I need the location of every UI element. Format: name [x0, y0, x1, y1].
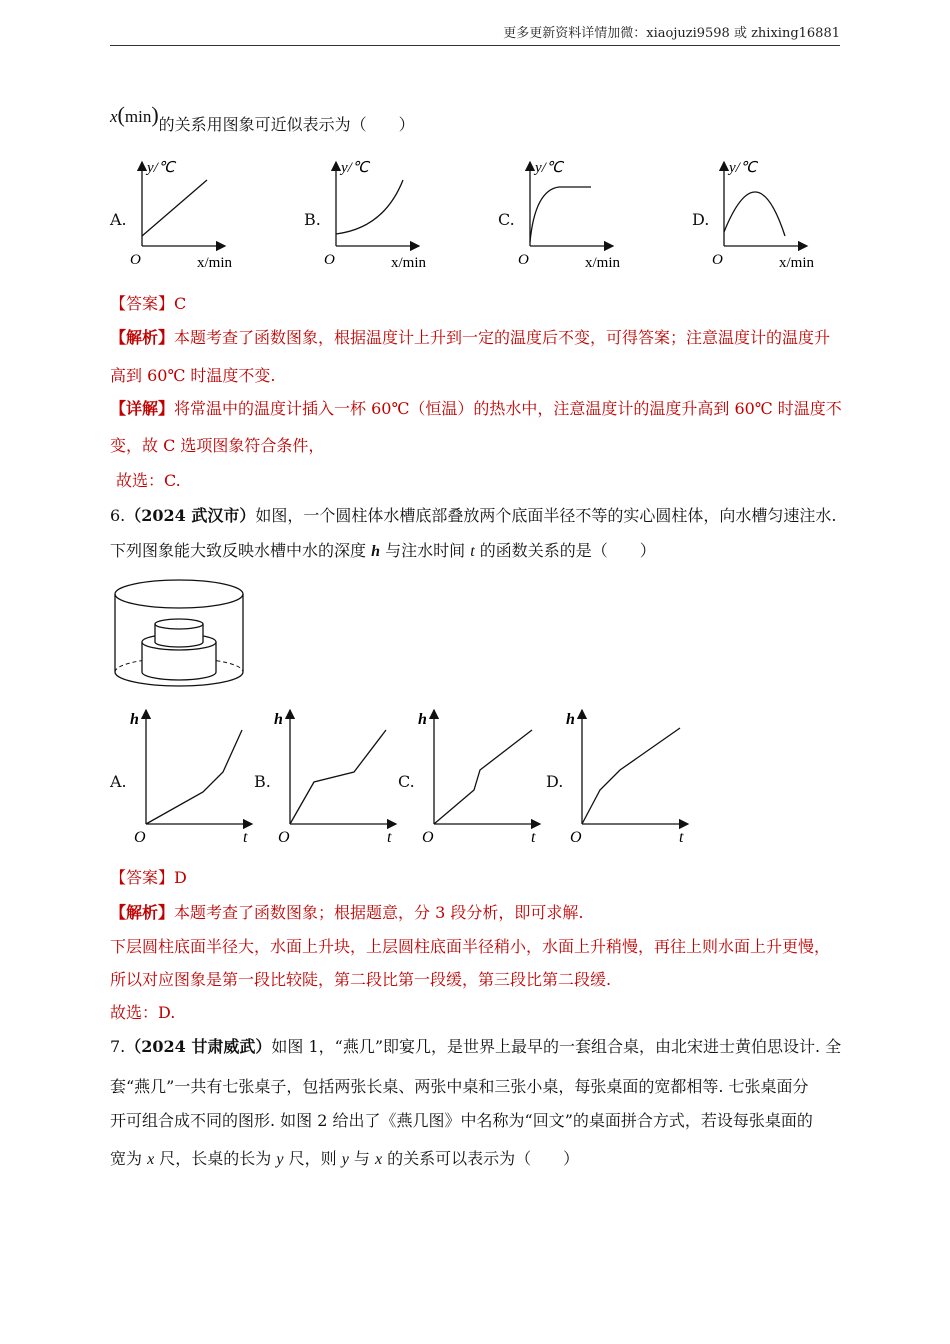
q6-y-label-d: h [566, 711, 575, 728]
q6-cylinder-figure [108, 574, 253, 699]
q5-y-label-c: y/℃ [535, 160, 563, 176]
q6-curve-a [146, 730, 242, 824]
q5-graph-c [513, 150, 643, 275]
q6-curve-c [434, 730, 532, 824]
q6-y-label-b: h [274, 711, 283, 728]
q5-graph-d [707, 150, 837, 275]
q6-y-label-c: h [418, 711, 427, 728]
q6-detail-line-1: 下层圆柱底面半径大，水面上升块，上层圆柱底面半径稍小，水面上升稍慢，再往上则水面上升更慢， [110, 937, 831, 956]
q5-graph-b [319, 150, 449, 275]
q5-analysis-line-2: 高到 60℃ 时温度不变. [110, 366, 276, 385]
q7-var-x: x [147, 1151, 155, 1168]
q6-stem-line-1 [110, 505, 845, 527]
q6-stem-line-2: 下列图象能大致反映水槽中水的深度 h 与注水时间 t 的函数关系的是（ ） [110, 541, 656, 560]
q5-curve-d [724, 192, 785, 236]
q5-option-a[interactable]: A. [110, 210, 127, 229]
q5-x-label-a: x/min [197, 255, 233, 271]
q5-stem: x(min)的关系用图象可近似表示为（ ） [110, 102, 415, 134]
q5-analysis-line-1 [110, 327, 845, 349]
q5-x-label-d: x/min [779, 255, 815, 271]
q5-origin-d: O [712, 252, 723, 268]
page-header: 更多更新资料详情加微：xiaojuzi9598 或 zhixing16881 [110, 22, 840, 46]
q6-number: 6. [110, 506, 126, 525]
q6-graph-d [564, 702, 696, 847]
q5-curve-b [336, 180, 403, 234]
q5-option-b[interactable]: B. [304, 210, 321, 229]
q5-detail-line-2: 变，故 C 选项图象符合条件， [110, 436, 325, 455]
q6-origin-d: O [570, 829, 582, 846]
q5-origin-b: O [324, 252, 335, 268]
q6-graph-c [416, 702, 548, 847]
q6-stem-text-1: 如图，一个圆柱体水槽底部叠放两个底面半径不等的实心圆柱体，向水槽匀速注水. [255, 506, 837, 525]
q5-y-label-a: y/℃ [147, 160, 175, 176]
q7-line-3: 开可组合成不同的图形. 如图 2 给出了《燕几图》中名称为“回文”的桌面拼合方式，若设每张桌面的 [110, 1111, 813, 1130]
q6-x-label-d: t [679, 829, 684, 846]
q5-conclusion: 故选：C. [116, 471, 181, 490]
q5-answer: 【答案】C [110, 294, 187, 313]
q5-analysis-text-1: 本题考查了函数图象，根据温度计上升到一定的温度后不变，可得答案；注意温度计的温度升 [174, 328, 831, 347]
q6-option-d[interactable]: D. [546, 772, 564, 791]
q5-detail-tag: 【详解】 [110, 399, 175, 418]
q6-graph-b [272, 702, 404, 847]
q6-graph-a [128, 702, 260, 847]
q5-analysis-tag: 【解析】 [110, 328, 175, 347]
q6-x-label-a: t [243, 829, 248, 846]
q5-y-label-d: y/℃ [729, 160, 757, 176]
q6-analysis-text-1: 本题考查了函数图象；根据题意，分 3 段分析，即可求解. [174, 903, 584, 922]
q5-detail-text-1: 将常温中的温度计插入一杯 60℃（恒温）的热水中，注意温度计的温度升高到 60℃ 时温度不 [174, 399, 842, 418]
q6-answer: 【答案】D [110, 868, 187, 887]
q5-stem-unit: min [124, 107, 152, 126]
q6-analysis-tag: 【解析】 [110, 903, 175, 922]
q6-detail-line-2: 所以对应图象是第一段比较陡，第二段比第一段缓，第三段比第二段缓. [110, 970, 612, 989]
q5-x-label-b: x/min [391, 255, 427, 271]
q7-var-y: y [276, 1151, 284, 1168]
q6-var-t: t [470, 543, 475, 560]
q5-stem-text: 的关系用图象可近似表示为（ ） [158, 115, 415, 134]
q6-conclusion: 故选：D. [110, 1003, 176, 1022]
q5-curve-a [142, 180, 207, 236]
q5-x-label-c: x/min [585, 255, 621, 271]
q5-option-d[interactable]: D. [692, 210, 710, 229]
q6-option-c[interactable]: C. [398, 772, 415, 791]
q6-origin-c: O [422, 829, 434, 846]
q7-line-4: 宽为 x 尺，长桌的长为 y 尺，则 y 与 x 的关系可以表示为（ ） [110, 1149, 580, 1168]
q5-origin-c: O [518, 252, 529, 268]
q6-curve-d [582, 728, 680, 824]
q5-y-label-b: y/℃ [341, 160, 369, 176]
q5-option-c[interactable]: C. [498, 210, 515, 229]
q6-source: （2024 武汉市） [125, 506, 256, 525]
q7-source: （2024 甘肃威武） [125, 1037, 272, 1056]
q7-text-1: 如图 1，“燕几”即宴几，是世界上最早的一套组合桌，由北宋进士黄伯思设计. 全 [271, 1037, 842, 1056]
q5-stem-var: x [110, 107, 118, 126]
q5-curve-c [530, 187, 591, 242]
q5-origin-a: O [130, 252, 141, 268]
q7-number: 7. [110, 1037, 126, 1056]
q7-line-1 [110, 1036, 845, 1058]
q6-origin-b: O [278, 829, 290, 846]
q6-origin-a: O [134, 829, 146, 846]
q6-y-label-a: h [130, 711, 139, 728]
q6-option-b[interactable]: B. [254, 772, 271, 791]
q6-var-h: h [371, 543, 380, 560]
q6-x-label-b: t [387, 829, 392, 846]
q7-line-2: 套“燕几”一共有七张桌子，包括两张长桌、两张中桌和三张小桌，每张桌面的宽都相等. 七张桌面分 [110, 1077, 809, 1096]
q5-graph-a [125, 150, 255, 275]
q6-x-label-c: t [531, 829, 536, 846]
q6-curve-b [290, 730, 386, 824]
q5-detail-line-1 [110, 398, 845, 420]
q6-option-a[interactable]: A. [110, 772, 127, 791]
q6-analysis-line-1 [110, 902, 845, 924]
